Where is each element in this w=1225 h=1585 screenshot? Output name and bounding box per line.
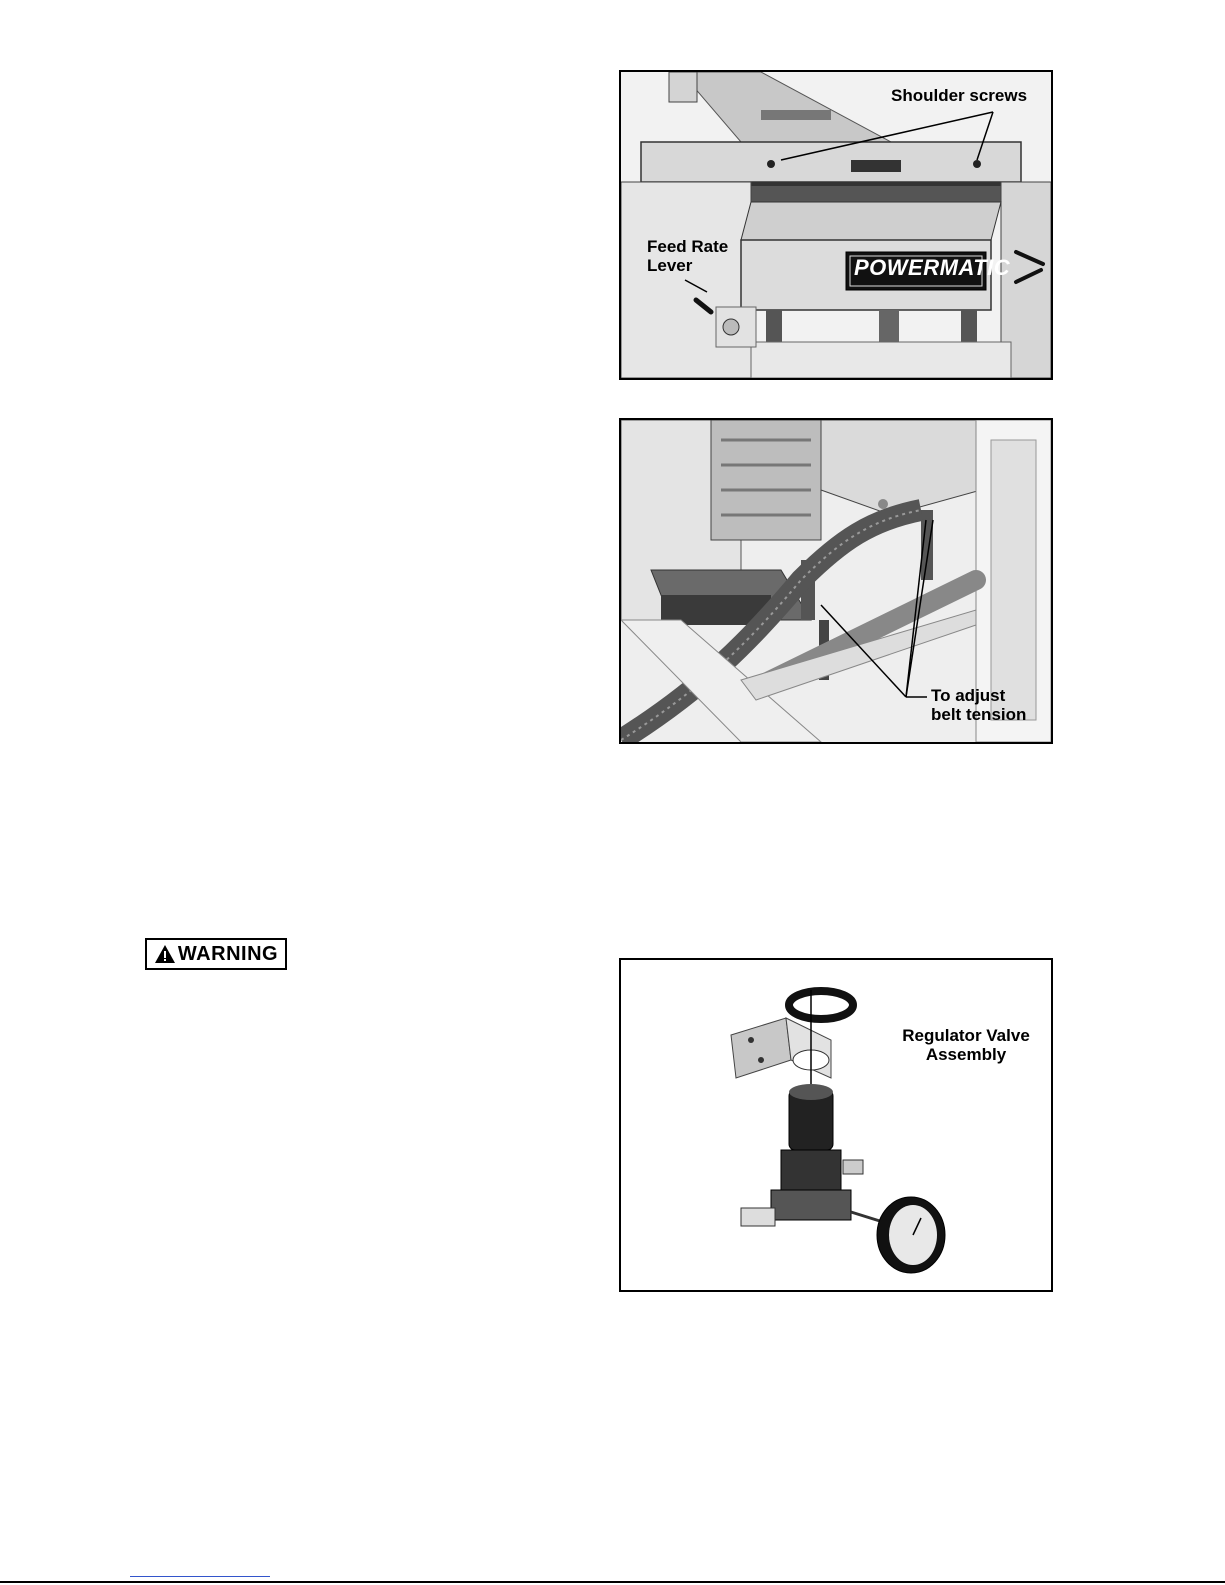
figure-regulator-valve [619, 958, 1053, 1292]
right-shoulder-screw [973, 160, 981, 168]
footer-rule [0, 1581, 1225, 1583]
callout-regulator-valve: Regulator Valve Assembly [902, 1026, 1030, 1064]
planer-illustration [621, 72, 1051, 378]
callout-shoulder-screws: Shoulder screws [891, 86, 1028, 105]
callout-belt-tension: To adjust belt tension [931, 686, 1027, 724]
figure-planer-front [619, 70, 1053, 380]
left-shoulder-screw [767, 160, 775, 168]
warning-triangle-icon [154, 944, 176, 964]
callout-feed-rate-lever: Feed Rate Lever [647, 237, 729, 275]
warning-label: WARNING [177, 942, 279, 965]
footer-link-underline [130, 1576, 270, 1577]
regulator-illustration [621, 960, 1051, 1290]
warning-badge [145, 938, 287, 970]
figure-belt-tension [619, 418, 1053, 744]
brand-plate-text: POWERMATIC [854, 255, 1011, 280]
